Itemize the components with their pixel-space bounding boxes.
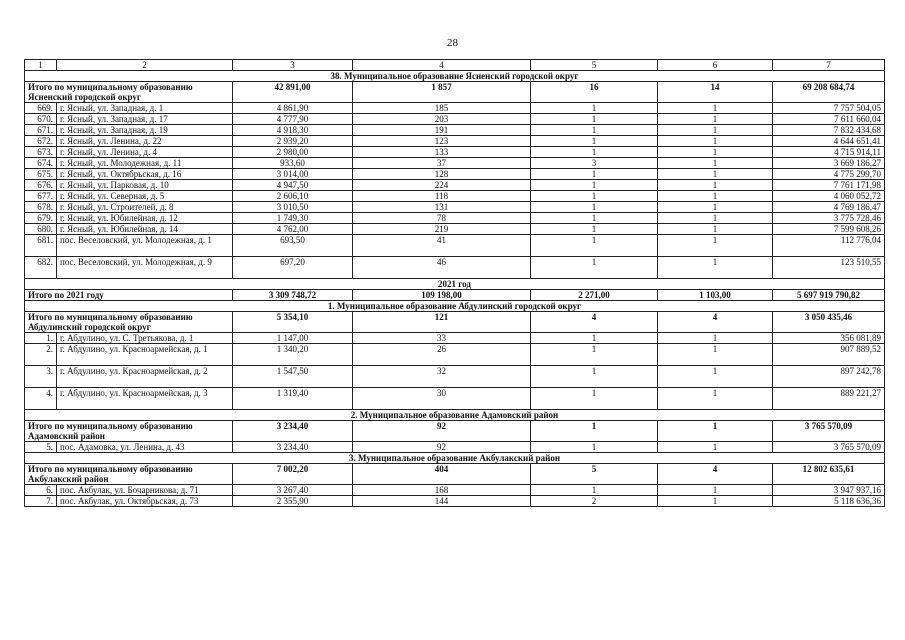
col-6-value: 1	[658, 333, 773, 344]
col-5-value: 1	[531, 366, 658, 388]
col-5-value: 1	[531, 169, 658, 180]
col-5-value: 1	[531, 224, 658, 235]
total-cost: 12 802 635,61	[773, 464, 885, 485]
section-heading-row	[25, 71, 885, 82]
col-6-value: 1	[658, 191, 773, 202]
cost-value: 4 060 052,72	[773, 191, 885, 202]
table-row	[25, 213, 885, 224]
table-row	[25, 158, 885, 169]
total-residents: 92	[353, 421, 531, 442]
area-value: 3 234,40	[233, 442, 353, 453]
area-value: 4 947,50	[233, 180, 353, 191]
residents-value: 26	[353, 344, 531, 366]
table-row	[25, 169, 885, 180]
col-5-value: 1	[531, 114, 658, 125]
address: пос. Акбулак, ул. Бочарникова, д. 71	[57, 485, 233, 496]
total-col-5: 16	[531, 82, 658, 103]
row-number: 681.	[25, 235, 57, 257]
section-heading: 2021 год	[25, 279, 885, 290]
row-number: 675.	[25, 169, 57, 180]
table-row	[25, 344, 885, 366]
address: г. Ясный, ул. Западная, д. 17	[57, 114, 233, 125]
table-row	[25, 114, 885, 125]
total-col-6: 4	[658, 464, 773, 485]
address: г. Ясный, ул. Молодежная, д. 11	[57, 158, 233, 169]
table-row	[25, 202, 885, 213]
area-value: 4 777,90	[233, 114, 353, 125]
residents-value: 30	[353, 388, 531, 410]
table-row	[25, 136, 885, 147]
subtotal-row	[25, 82, 885, 103]
row-number: 2.	[25, 344, 57, 366]
column-number: 5	[531, 60, 658, 71]
cost-value: 4 775 299,70	[773, 169, 885, 180]
table-row	[25, 388, 885, 410]
col-5-value: 1	[531, 136, 658, 147]
column-number: 6	[658, 60, 773, 71]
col-6-value: 1	[658, 103, 773, 114]
row-number: 674.	[25, 158, 57, 169]
col-6-value: 1	[658, 213, 773, 224]
area-value: 4 762,00	[233, 224, 353, 235]
row-number: 671.	[25, 125, 57, 136]
area-value: 2 980,00	[233, 147, 353, 158]
address: г. Ясный, ул. Октябрьская, д. 16	[57, 169, 233, 180]
address: г. Абдулино, ул. Красноармейская, д. 2	[57, 366, 233, 388]
residents-value: 32	[353, 366, 531, 388]
residents-value: 41	[353, 235, 531, 257]
total-col-6: 1	[658, 421, 773, 442]
address: г. Ясный, ул. Западная, д. 19	[57, 125, 233, 136]
area-value: 3 010,50	[233, 202, 353, 213]
total-cost: 69 208 684,74	[773, 82, 885, 103]
residents-value: 191	[353, 125, 531, 136]
section-heading: 38. Муниципальное образование Ясненский городской округ	[25, 71, 885, 82]
area-value: 3 267,40	[233, 485, 353, 496]
col-6-value: 1	[658, 169, 773, 180]
total-residents: 109 198,00	[353, 290, 531, 301]
address: г. Ясный, ул. Юбилейная, д. 12	[57, 213, 233, 224]
address: пос. Акбулак, ул. Октябрьская, д. 73	[57, 496, 233, 507]
address: г. Абдулино, ул. С. Третьякова, д. 1	[57, 333, 233, 344]
cost-value: 3 765 570,09	[773, 442, 885, 453]
area-value: 4 918,30	[233, 125, 353, 136]
table-row	[25, 442, 885, 453]
area-value: 693,50	[233, 235, 353, 257]
area-value: 933,60	[233, 158, 353, 169]
col-5-value: 1	[531, 388, 658, 410]
cost-value: 3 669 186,27	[773, 158, 885, 169]
subtotal-row	[25, 312, 885, 333]
row-number: 7.	[25, 496, 57, 507]
residents-value: 144	[353, 496, 531, 507]
col-6-value: 1	[658, 442, 773, 453]
address: пос. Веселовский, ул. Молодежная, д. 9	[57, 257, 233, 279]
row-number: 672.	[25, 136, 57, 147]
row-number: 673.	[25, 147, 57, 158]
total-col-6: 1 103,00	[658, 290, 773, 301]
residents-value: 123	[353, 136, 531, 147]
cost-value: 4 715 914,11	[773, 147, 885, 158]
col-6-value: 1	[658, 388, 773, 410]
address: г. Ясный, ул. Ленина, д. 4	[57, 147, 233, 158]
residents-value: 168	[353, 485, 531, 496]
col-5-value: 1	[531, 235, 658, 257]
table-row	[25, 147, 885, 158]
total-residents: 404	[353, 464, 531, 485]
column-number: 4	[353, 60, 531, 71]
col-5-value: 1	[531, 147, 658, 158]
residents-value: 203	[353, 114, 531, 125]
table-row	[25, 366, 885, 388]
col-5-value: 2	[531, 496, 658, 507]
column-number: 2	[57, 60, 233, 71]
cost-value: 7 757 504,05	[773, 103, 885, 114]
residents-value: 37	[353, 158, 531, 169]
table-row	[25, 485, 885, 496]
residents-value: 33	[353, 333, 531, 344]
row-number: 5.	[25, 442, 57, 453]
row-number: 677.	[25, 191, 57, 202]
area-value: 697,20	[233, 257, 353, 279]
residents-value: 78	[353, 213, 531, 224]
col-6-value: 1	[658, 485, 773, 496]
cost-value: 5 118 636,36	[773, 496, 885, 507]
cost-value: 889 221,27	[773, 388, 885, 410]
residents-value: 133	[353, 147, 531, 158]
address: г. Абдулино, ул. Красноармейская, д. 1	[57, 344, 233, 366]
col-6-value: 1	[658, 147, 773, 158]
address: г. Ясный, ул. Строителей, д. 8	[57, 202, 233, 213]
col-6-value: 1	[658, 114, 773, 125]
col-5-value: 1	[531, 202, 658, 213]
col-5-value: 1	[531, 344, 658, 366]
address: г. Ясный, ул. Северная, д. 5	[57, 191, 233, 202]
cost-value: 3 947 937,16	[773, 485, 885, 496]
section-heading-row	[25, 279, 885, 290]
cost-value: 897 242,78	[773, 366, 885, 388]
row-number: 3.	[25, 366, 57, 388]
row-number: 6.	[25, 485, 57, 496]
subtotal-label: Итого по муниципальному образованию Абдулинский городской округ	[25, 312, 233, 333]
cost-value: 907 889,52	[773, 344, 885, 366]
col-5-value: 1	[531, 213, 658, 224]
col-6-value: 1	[658, 136, 773, 147]
area-value: 2 606,10	[233, 191, 353, 202]
column-number-row	[25, 60, 885, 71]
area-value: 1 749,30	[233, 213, 353, 224]
col-5-value: 1	[531, 442, 658, 453]
subtotal-row	[25, 290, 885, 301]
col-6-value: 1	[658, 344, 773, 366]
total-col-6: 14	[658, 82, 773, 103]
total-col-5: 5	[531, 464, 658, 485]
col-6-value: 1	[658, 202, 773, 213]
residents-value: 185	[353, 103, 531, 114]
address: пос. Адамовка, ул. Ленина, д. 43	[57, 442, 233, 453]
col-5-value: 1	[531, 485, 658, 496]
area-value: 1 319,40	[233, 388, 353, 410]
address: г. Абдулино, ул. Красноармейская, д. 3	[57, 388, 233, 410]
table-row	[25, 496, 885, 507]
table-row	[25, 235, 885, 257]
column-number: 7	[773, 60, 885, 71]
total-cost: 5 697 919 790,82	[773, 290, 885, 301]
section-heading: 3. Муниципальное образование Акбулакский район	[25, 453, 885, 464]
residents-value: 128	[353, 169, 531, 180]
cost-value: 112 776,04	[773, 235, 885, 257]
area-value: 4 861,90	[233, 103, 353, 114]
col-5-value: 1	[531, 333, 658, 344]
section-heading-row	[25, 410, 885, 421]
row-number: 678.	[25, 202, 57, 213]
address: г. Ясный, ул. Западная, д. 1	[57, 103, 233, 114]
table-row	[25, 257, 885, 279]
cost-value: 4 769 186,47	[773, 202, 885, 213]
col-5-value: 1	[531, 257, 658, 279]
table-row	[25, 191, 885, 202]
col-5-value: 3	[531, 158, 658, 169]
section-heading-row	[25, 453, 885, 464]
table-row	[25, 224, 885, 235]
total-col-6: 4	[658, 312, 773, 333]
total-cost: 3 765 570,09	[773, 421, 885, 442]
cost-value: 356 081,89	[773, 333, 885, 344]
total-area: 5 354,10	[233, 312, 353, 333]
table-row	[25, 180, 885, 191]
total-area: 42 891,00	[233, 82, 353, 103]
col-5-value: 1	[531, 191, 658, 202]
cost-value: 7 832 434,68	[773, 125, 885, 136]
total-col-5: 1	[531, 421, 658, 442]
col-6-value: 1	[658, 180, 773, 191]
section-heading: 2. Муниципальное образование Адамовский район	[25, 410, 885, 421]
col-6-value: 1	[658, 224, 773, 235]
col-5-value: 1	[531, 125, 658, 136]
area-value: 1 340,20	[233, 344, 353, 366]
row-number: 1.	[25, 333, 57, 344]
total-area: 3 234,40	[233, 421, 353, 442]
table-row	[25, 103, 885, 114]
cost-value: 4 644 651,41	[773, 136, 885, 147]
subtotal-row	[25, 464, 885, 485]
row-number: 4.	[25, 388, 57, 410]
residents-value: 92	[353, 442, 531, 453]
area-value: 2 939,20	[233, 136, 353, 147]
register-table	[24, 59, 885, 507]
cost-value: 7 761 171,98	[773, 180, 885, 191]
total-area: 3 309 748,72	[233, 290, 353, 301]
cost-value: 3 775 728,46	[773, 213, 885, 224]
area-value: 1 547,50	[233, 366, 353, 388]
row-number: 682.	[25, 257, 57, 279]
col-5-value: 1	[531, 180, 658, 191]
cost-value: 7 599 608,26	[773, 224, 885, 235]
row-number: 679.	[25, 213, 57, 224]
address: г. Ясный, ул. Юбилейная, д. 14	[57, 224, 233, 235]
total-col-5: 4	[531, 312, 658, 333]
col-6-value: 1	[658, 235, 773, 257]
col-6-value: 1	[658, 496, 773, 507]
residents-value: 118	[353, 191, 531, 202]
total-col-5: 2 271,00	[531, 290, 658, 301]
subtotal-label: Итого по муниципальному образованию Адамовский район	[25, 421, 233, 442]
col-6-value: 1	[658, 125, 773, 136]
col-6-value: 1	[658, 158, 773, 169]
area-value: 1 147,00	[233, 333, 353, 344]
section-heading: 1. Муниципальное образование Абдулинский городской округ	[25, 301, 885, 312]
total-cost: 3 050 435,46	[773, 312, 885, 333]
subtotal-row	[25, 421, 885, 442]
row-number: 670.	[25, 114, 57, 125]
section-heading-row	[25, 301, 885, 312]
column-number: 1	[25, 60, 57, 71]
residents-value: 46	[353, 257, 531, 279]
row-number: 669.	[25, 103, 57, 114]
total-residents: 1 857	[353, 82, 531, 103]
residents-value: 224	[353, 180, 531, 191]
address: г. Ясный, ул. Парковая, д. 10	[57, 180, 233, 191]
cost-value: 123 510,55	[773, 257, 885, 279]
total-area: 7 002,20	[233, 464, 353, 485]
page-number: 28	[447, 37, 458, 49]
col-5-value: 1	[531, 103, 658, 114]
total-residents: 121	[353, 312, 531, 333]
col-6-value: 1	[658, 366, 773, 388]
subtotal-label: Итого по 2021 году	[25, 290, 233, 301]
area-value: 3 014,00	[233, 169, 353, 180]
table-row	[25, 125, 885, 136]
col-6-value: 1	[658, 257, 773, 279]
table-row	[25, 333, 885, 344]
row-number: 676.	[25, 180, 57, 191]
subtotal-label: Итого по муниципальному образованию Ясненский городской округ	[25, 82, 233, 103]
address: г. Ясный, ул. Ленина, д. 22	[57, 136, 233, 147]
residents-value: 131	[353, 202, 531, 213]
column-number: 3	[233, 60, 353, 71]
row-number: 680.	[25, 224, 57, 235]
cost-value: 7 611 660,04	[773, 114, 885, 125]
subtotal-label: Итого по муниципальному образованию Акбулакский район	[25, 464, 233, 485]
area-value: 2 355,90	[233, 496, 353, 507]
address: пос. Веселовский, ул. Молодежная, д. 1	[57, 235, 233, 257]
residents-value: 219	[353, 224, 531, 235]
